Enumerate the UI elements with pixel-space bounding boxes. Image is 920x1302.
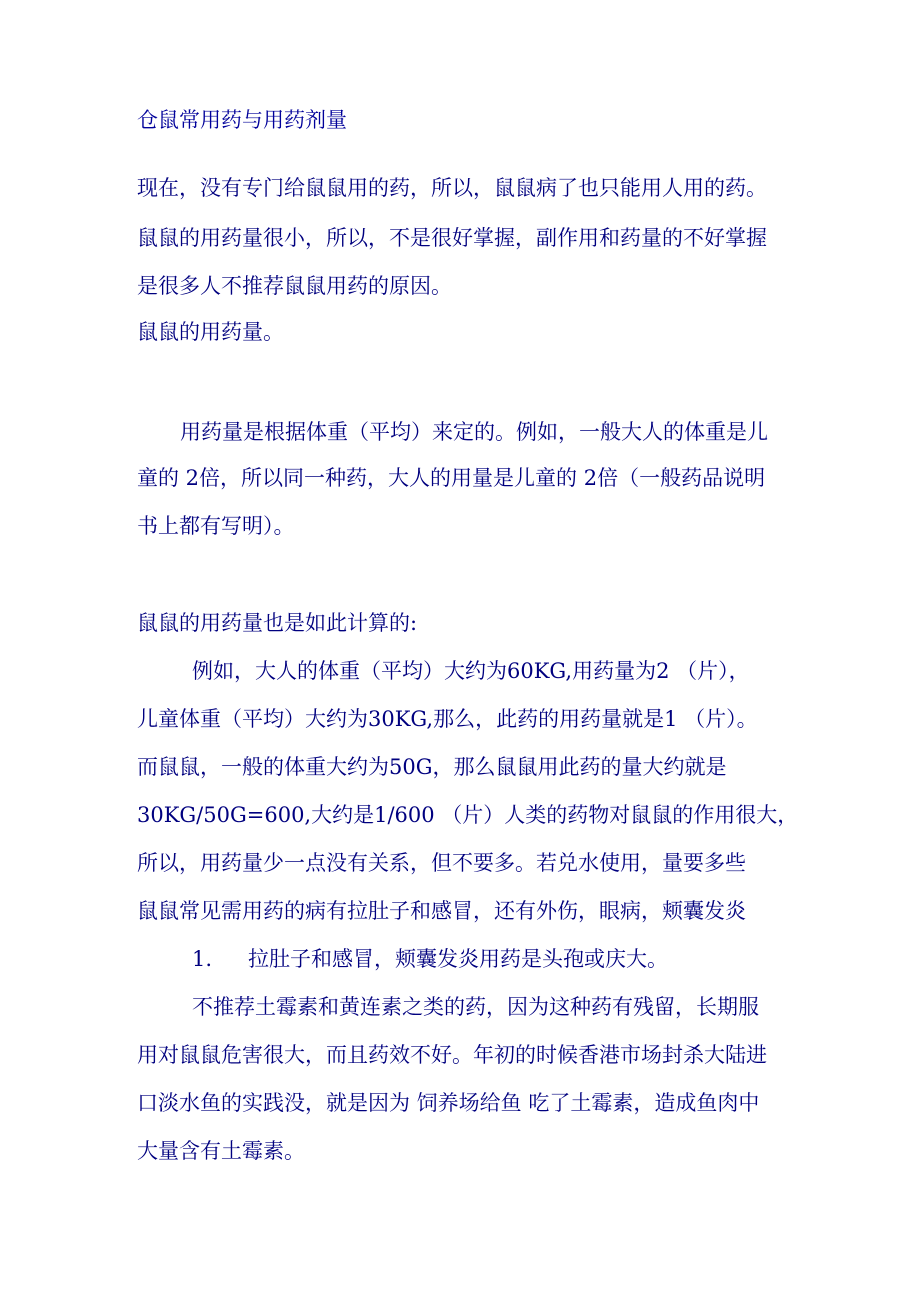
warning-line-2: 用对鼠鼠危害很大，而且药效不好。年初的时候香港市场封杀大陆进 [137,1043,767,1067]
document-title: 仓鼠常用药与用药剂量 [137,108,347,132]
calculation-line-5: 所以，用药量少一点没有关系，但不要多。若兑水使用，量要多些 [137,851,746,875]
intro-line-1: 现在，没有专门给鼠鼠用的药，所以，鼠鼠病了也只能用人用的药。 [137,176,767,200]
dosage-principle-line-3: 书上都有写明）。 [137,514,295,538]
intro-line-2: 鼠鼠的用药量很小，所以，不是很好掌握，副作用和药量的不好掌握 [137,226,767,250]
dosage-principle-line-1: 用药量是根据体重（平均）来定的。例如，一般大人的体重是儿 [180,420,768,444]
calculation-line-2: 儿童体重（平均）大约为30KG,那么，此药的用药量就是1 （片）。 [137,707,758,731]
intro-line-4: 鼠鼠的用药量。 [137,320,284,344]
calculation-line-4: 30KG/50G=600,大约是1/600 （片）人类的药物对鼠鼠的作用很大， [137,803,799,827]
warning-line-3: 口淡水鱼的实践没，就是因为 饲养场给鱼 吃了土霉素，造成鱼肉中 [137,1091,760,1115]
dosage-principle-line-2: 童的 2倍，所以同一种药，大人的用量是儿童的 2倍（一般药品说明 [137,466,766,490]
list-item-1-number: 1. [192,947,213,971]
calculation-heading: 鼠鼠的用药量也是如此计算的: [137,611,418,635]
list-item-1-text: 拉肚子和感冒，颊囊发炎用药是头孢或庆大。 [248,947,668,971]
calculation-line-3: 而鼠鼠，一般的体重大约为50G，那么鼠鼠用此药的量大约就是 [137,755,727,779]
intro-line-3: 是很多人不推荐鼠鼠用药的原因。 [137,274,452,298]
calculation-line-6: 鼠鼠常见需用药的病有拉肚子和感冒，还有外伤，眼病，颊囊发炎 [137,899,746,923]
warning-line-1: 不推荐土霉素和黄连素之类的药，因为这种药有残留，长期服 [192,995,759,1019]
warning-line-4: 大量含有土霉素。 [137,1139,305,1163]
calculation-line-1: 例如，大人的体重（平均）大约为60KG,用药量为2 （片）， [192,659,750,683]
